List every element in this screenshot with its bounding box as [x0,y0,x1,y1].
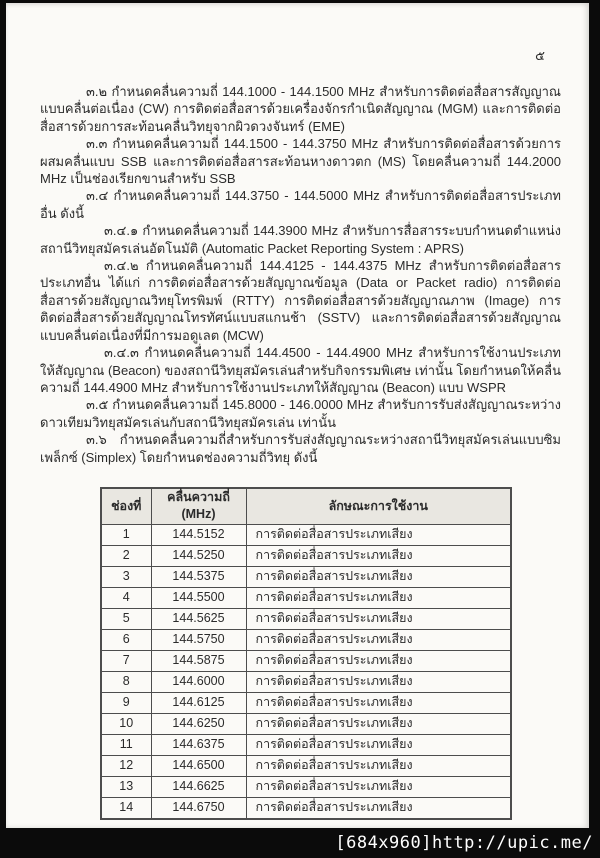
channel-cell: 2 [101,545,151,566]
header-usage: ลักษณะการใช้งาน [246,488,511,524]
paragraph-3-6: ๓.๖ กำหนดคลื่นความถี่สำหรับการรับส่งสัญญาณระหว่างสถานีวิทยุสมัครเล่นแบบซิมเพล็กซ์ (Simplex) โดยกำหนดช่องความถี่วิทยุ ดังนี้ [40,432,561,465]
paragraph-3-3: ๓.๓ กำหนดคลื่นความถี่ 144.1500 - 144.3750 MHz สำหรับการติดต่อสื่อสารด้วยการผสมคลื่นแบบ SSB และการติดต่อสื่อสารสะท้อนหางดาวตก (MS) โดยคลื่นความถี่ 144.2000 MHz เป็นช่องเรียกขานสำหรับ SSB [40,136,561,187]
frequency-cell: 144.5152 [151,524,246,545]
frequency-cell: 144.5875 [151,650,246,671]
document-page [6,3,589,828]
table-row [101,755,511,776]
channel-cell: 6 [101,629,151,650]
frequency-cell: 144.5375 [151,566,246,587]
channel-cell: 5 [101,608,151,629]
paragraph-3-4-3: ๓.๔.๓ กำหนดคลื่นความถี่ 144.4500 - 144.4900 MHz สำหรับการใช้งานประเภทให้สัญญาณ (Beacon) ของสถานีวิทยุสมัครเล่นสำหรับกิจกรรมพิเศษ เท่านั้น โดยกำหนดให้คลื่นความถี่ 144.4900 MHz สำหรับการใช้งานประเภทให้สัญญาณ (Beacon) แบบ WSPR [40,345,561,395]
channel-cell: 4 [101,587,151,608]
frequency-cell: 144.5750 [151,629,246,650]
table-row [101,776,511,797]
table-row [101,713,511,734]
frequency-cell: 144.5250 [151,545,246,566]
header-channel: ช่องที่ [101,488,151,524]
channel-cell: 14 [101,797,151,819]
paragraph-3-4-1: ๓.๔.๑ กำหนดคลื่นความถี่ 144.3900 MHz สำหรับการสื่อสารระบบกำหนดตำแหน่งสถานีวิทยุสมัครเล่นอัตโนมัติ (Automatic Packet Reporting System : APRS) [40,223,561,256]
table-row [101,797,511,819]
frequency-cell: 144.6000 [151,671,246,692]
watermark-text: [684x960]http://upic.me/ [335,833,593,853]
frequency-cell: 144.6750 [151,797,246,819]
document-body [40,83,561,820]
frequency-cell: 144.6500 [151,755,246,776]
channel-cell: 11 [101,734,151,755]
table-header-row [101,488,511,524]
table-row [101,524,511,545]
channel-cell: 9 [101,692,151,713]
usage-cell: การติดต่อสื่อสารประเภทเสียง [246,692,511,713]
paragraph-3-5: ๓.๕ กำหนดคลื่นความถี่ 145.8000 - 146.0000 MHz สำหรับการรับส่งสัญญาณระหว่างดาวเทียมวิทยุสมัครเล่นกับสถานีวิทยุสมัครเล่น เท่านั้น [40,397,561,430]
table-row [101,671,511,692]
usage-cell: การติดต่อสื่อสารประเภทเสียง [246,587,511,608]
channel-cell: 1 [101,524,151,545]
table-row [101,566,511,587]
table-row [101,608,511,629]
channel-cell: 3 [101,566,151,587]
usage-cell: การติดต่อสื่อสารประเภทเสียง [246,671,511,692]
table-row [101,650,511,671]
channel-cell: 12 [101,755,151,776]
paragraph-3-4: ๓.๔ กำหนดคลื่นความถี่ 144.3750 - 144.5000 MHz สำหรับการติดต่อสื่อสารประเภทอื่น ดังนี้ [40,188,561,221]
usage-cell: การติดต่อสื่อสารประเภทเสียง [246,755,511,776]
page-number: ๕ [535,48,545,63]
usage-cell: การติดต่อสื่อสารประเภทเสียง [246,734,511,755]
header-frequency: คลื่นความถี่ (MHz) [151,488,246,524]
usage-cell: การติดต่อสื่อสารประเภทเสียง [246,776,511,797]
frequency-cell: 144.6625 [151,776,246,797]
channel-cell: 8 [101,671,151,692]
usage-cell: การติดต่อสื่อสารประเภทเสียง [246,650,511,671]
table-row [101,545,511,566]
table-row [101,692,511,713]
frequency-table-body [101,524,511,819]
frequency-table [100,487,512,820]
channel-cell: 13 [101,776,151,797]
usage-cell: การติดต่อสื่อสารประเภทเสียง [246,629,511,650]
usage-cell: การติดต่อสื่อสารประเภทเสียง [246,608,511,629]
table-row [101,587,511,608]
usage-cell: การติดต่อสื่อสารประเภทเสียง [246,713,511,734]
table-row [101,629,511,650]
usage-cell: การติดต่อสื่อสารประเภทเสียง [246,545,511,566]
usage-cell: การติดต่อสื่อสารประเภทเสียง [246,524,511,545]
frequency-cell: 144.5500 [151,587,246,608]
table-row [101,734,511,755]
channel-cell: 10 [101,713,151,734]
channel-cell: 7 [101,650,151,671]
usage-cell: การติดต่อสื่อสารประเภทเสียง [246,566,511,587]
paragraph-3-4-2: ๓.๔.๒ กำหนดคลื่นความถี่ 144.4125 - 144.4375 MHz สำหรับการติดต่อสื่อสารประเภทอื่น ได้แก่ การติดต่อสื่อสารด้วยสัญญาณข้อมูล (Data or Packet radio) การติดต่อสื่อสารด้วยสัญญาณวิทยุโทรพิมพ์ (RTTY) การติดต่อสื่อสารด้วยสัญญาณภาพ (Image) การติดต่อสื่อสารด้วยสัญญาณโทรทัศน์แบบสแกนช้า (SSTV) และการติดต่อสื่อสารด้วยสัญญาณแบบคลื่นต่อเนื่องที่มีการมอดูเลต (MCW) [40,258,561,343]
paragraph-3-2: ๓.๒ กำหนดคลื่นความถี่ 144.1000 - 144.1500 MHz สำหรับการติดต่อสื่อสารสัญญาณแบบคลื่นต่อเนื่อง (CW) การติดต่อสื่อสารด้วยเครื่องจักรกำเนิดสัญญาณ (MGM) และการติดต่อสื่อสารด้วยการสะท้อนคลื่นวิทยุจากผิวดวงจันทร์ (EME) [40,84,561,134]
frequency-cell: 144.6375 [151,734,246,755]
frequency-cell: 144.6125 [151,692,246,713]
frequency-cell: 144.6250 [151,713,246,734]
frequency-cell: 144.5625 [151,608,246,629]
usage-cell: การติดต่อสื่อสารประเภทเสียง [246,797,511,819]
